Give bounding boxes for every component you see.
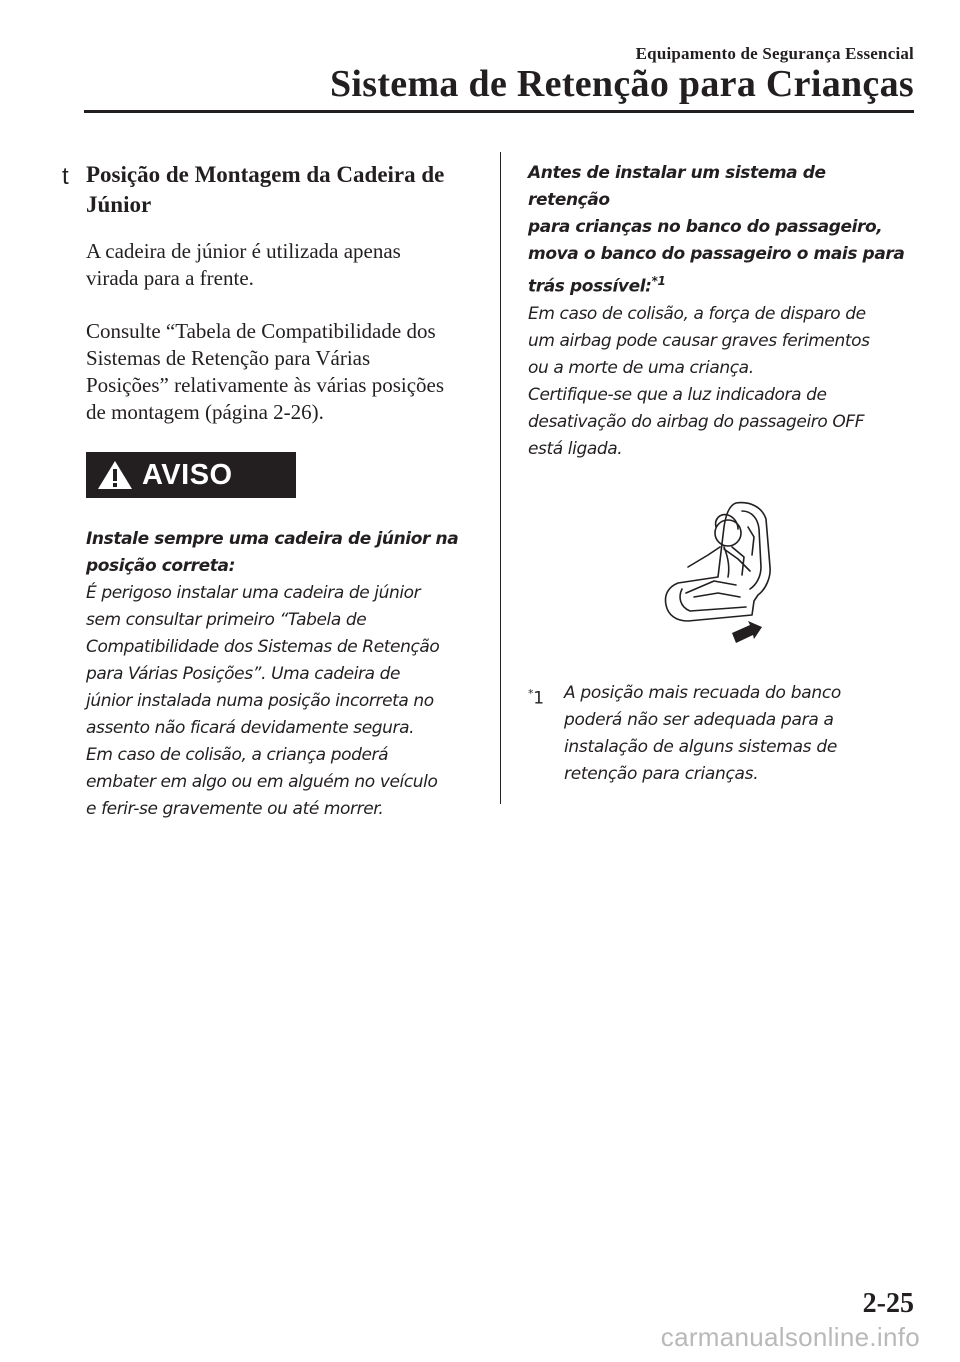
warning-heading-line: posição correta: [86,556,235,576]
body-line: Certifique-se que a luz indicadora de [528,384,827,405]
page-title: Sistema de Retenção para Crianças [329,63,914,105]
warning-content [62,526,482,823]
left-column [62,160,482,823]
warning-heading-line: Antes de instalar um sistema de retenção [528,163,826,210]
body-line: ou a morte de uma criança. [528,357,754,378]
warning-body-line: Em caso de colisão, a criança poderá [86,745,389,765]
warning-heading-line: Instale sempre uma cadeira de júnior na [86,529,459,549]
warning-body-line: para Várias Posições”. Uma cadeira de [86,664,401,684]
bullet-icon: t [62,163,69,190]
warning-body-line: júnior instalada numa posição incorreta no [86,691,434,711]
page-number: 2-25 [862,1288,914,1319]
footnote-text [564,680,841,788]
warning-body-line: Compatibilidade dos Sistemas de Retenção [86,637,440,657]
footnote-asterisk: * [528,686,534,700]
warning-body-line: e ferir-se gravemente ou até morrer. [86,799,384,819]
junior-seat-illustration [658,497,778,647]
footnote-number: 1 [533,688,544,709]
warning-badge [86,452,296,498]
section-title [86,160,444,220]
section-title-line: Posição de Montagem da Cadeira de [86,162,445,187]
footnote-line: A posição mais recuada do banco [564,682,841,703]
warning-body-line: assento não ficará devidamente segura. [86,718,415,738]
text-line: de montagem (página 2-26). [86,400,324,424]
paragraph-reference [62,318,482,426]
text-line: Sistemas de Retenção para Várias [86,346,371,370]
column-divider [500,152,501,804]
footnote-line: poderá não ser adequada para a [564,709,834,730]
footnote-marker [528,680,564,788]
body-line: Em caso de colisão, a força de disparo de [528,303,866,324]
warning-body-line: sem consultar primeiro “Tabela de [86,610,367,630]
footnote-line: instalação de alguns sistemas de [564,736,837,757]
warning-heading-line: mova o banco do passageiro o mais para [528,244,905,264]
warning-triangle-icon [96,459,134,491]
text-line: A cadeira de júnior é utilizada apenas [86,239,401,263]
text-line: Consulte “Tabela de Compatibilidade dos [86,319,436,343]
warning-body-line: É perigoso instalar uma cadeira de júnior [86,583,421,603]
text-line: Posições” relativamente às várias posições [86,373,445,397]
header-subtitle: Equipamento de Segurança Essencial [635,44,914,63]
body-line: desativação do airbag do passageiro OFF [528,411,865,432]
warning-body-line: embater em algo ou em alguém no veículo [86,772,438,792]
text-line: virada para a frente. [86,266,254,290]
header-rule [84,110,914,113]
warning-heading-line-last [528,268,908,301]
warning-heading-line: para crianças no banco do passageiro, [528,217,883,237]
warning-label: AVISO [142,458,233,491]
body-line: um airbag pode causar graves ferimentos [528,330,870,351]
heading-text: trás possível: [528,276,652,297]
section-title-line: Júnior [86,192,152,217]
section-heading [62,160,482,220]
footnote-reference: *1 [651,274,666,288]
watermark: carmanualsonline.info [660,1322,920,1352]
footnote-line: retenção para crianças. [564,763,759,784]
right-column [528,160,908,788]
paragraph-usage [62,238,482,292]
body-line: está ligada. [528,438,623,459]
footnote [528,680,908,788]
